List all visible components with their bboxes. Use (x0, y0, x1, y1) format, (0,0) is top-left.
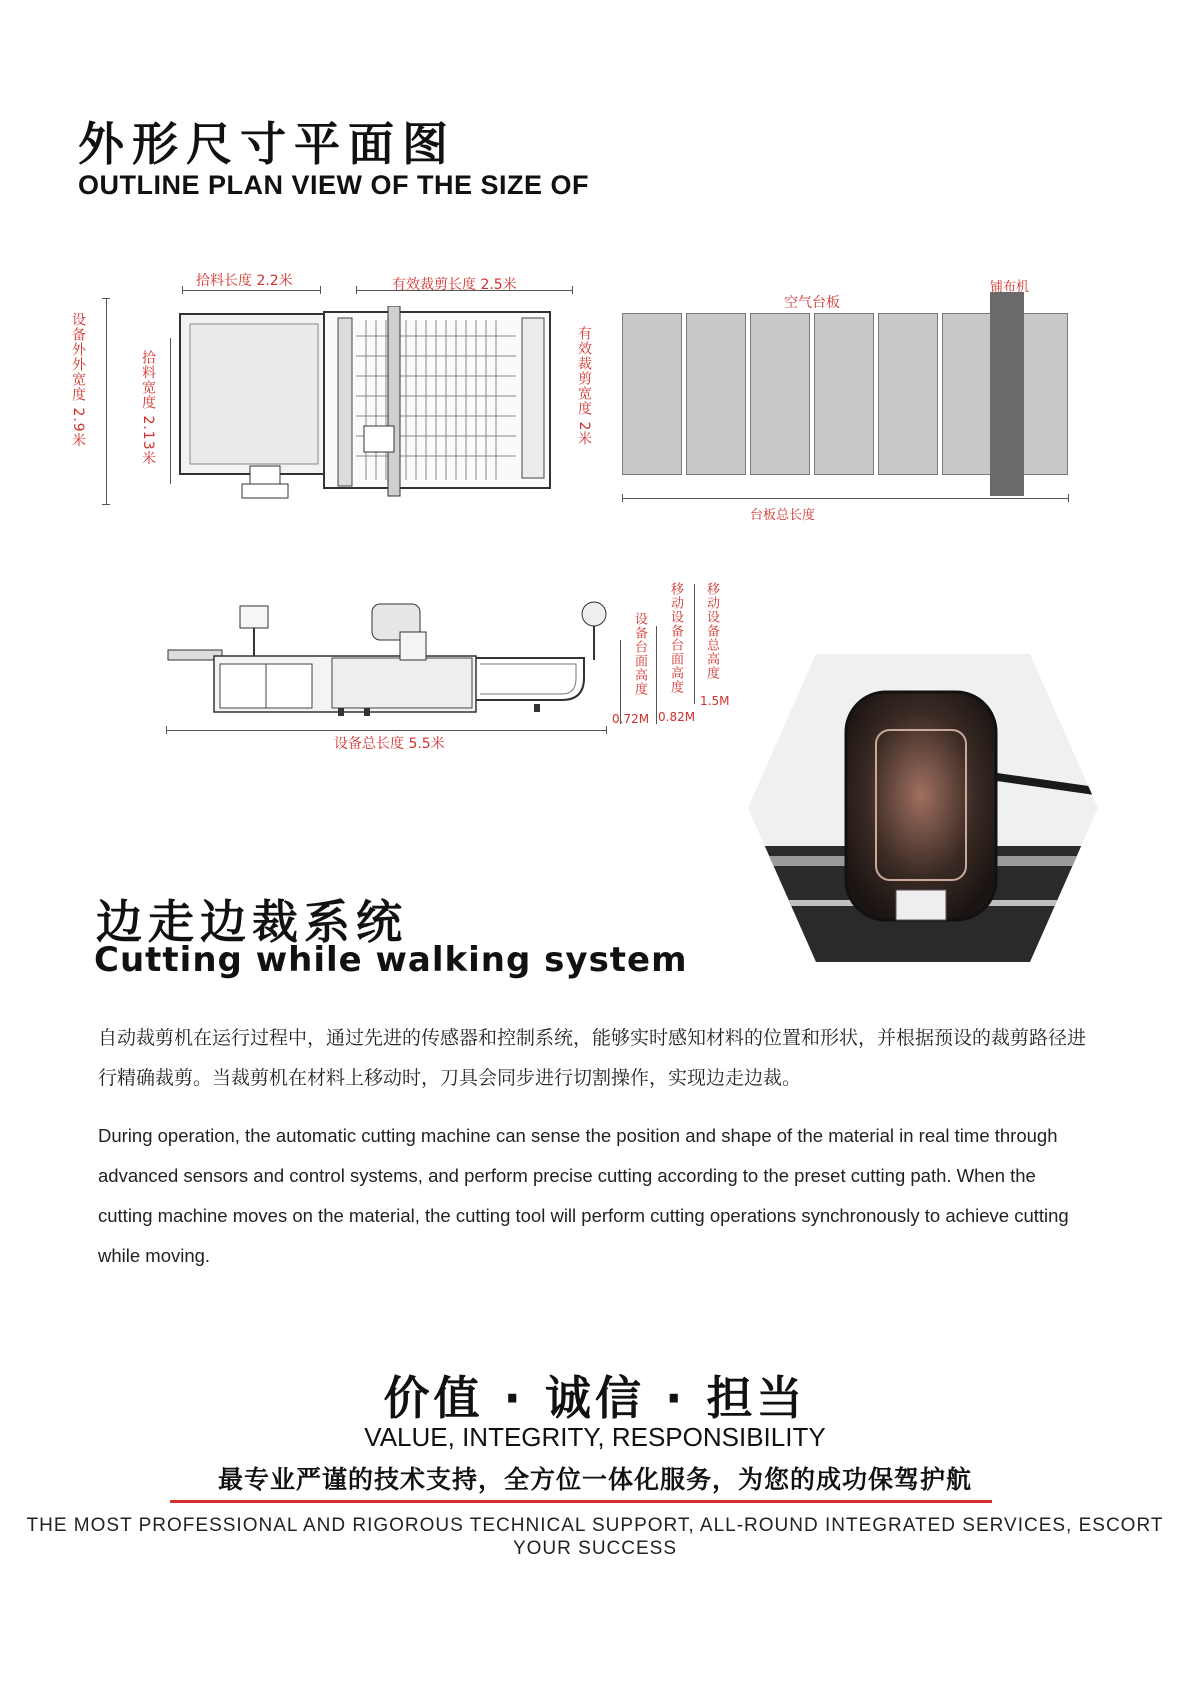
loading-length-label: 拾料长度 2.2米 (196, 273, 293, 289)
description-cn: 自动裁剪机在运行过程中，通过先进的传感器和控制系统，能够实时感知材料的位置和形状，并根据预设的裁剪路径进行精确裁剪。当裁剪机在材料上移动时，刀具会同步进行切割操作，实现边走边裁。 (98, 1027, 1087, 1089)
table-total-length-label: 台板总长度 (750, 508, 816, 523)
machine-top-view (176, 306, 576, 506)
description-en: During operation, the automatic cutting machine can sense the position and shape of the material in real time through advanced sensors and control systems, and perform precise cutting according to the preset cutting path. When the cutting machine moves on the material, the cutting tool will perform cutting operations synchronously to achieve cutting while moving. (98, 1125, 1069, 1266)
air-table-panel (814, 313, 874, 475)
machine-side-view (164, 596, 624, 726)
section-title-en: Cutting while walking system (94, 940, 688, 980)
air-table-panel (750, 313, 810, 475)
page-title-cn: 外形尺寸平面图 (78, 117, 456, 171)
spreader-label: 铺布机 (990, 280, 1030, 295)
dim-tick (606, 726, 607, 734)
dim-tick (182, 286, 183, 294)
air-table-panel (878, 313, 938, 475)
outer-width-label: 设备外外宽度 2.9米 (70, 312, 86, 448)
mobile-total-height-label: 移动设备总高度 (704, 582, 719, 680)
dim-tick (102, 504, 110, 505)
slogan-en: VALUE, INTEGRITY, RESPONSIBILITY (364, 1422, 826, 1452)
mobile-table-height-dim-line (656, 626, 657, 724)
dim-tick (166, 726, 167, 734)
cutting-length-label: 有效裁剪长度 2.5米 (392, 277, 517, 293)
mobile-total-height-value: 1.5M (700, 694, 730, 708)
dim-tick (102, 298, 110, 299)
outer-width-dim-line (106, 298, 107, 504)
slogan-cn: 价值 · 诚信 · 担当 (383, 1371, 807, 1425)
table-total-length-dim-line (622, 498, 1068, 499)
total-length-label: 设备总长度 5.5米 (334, 736, 445, 752)
mobile-table-height-label: 移动设备台面高度 (668, 582, 683, 694)
dim-tick (572, 286, 573, 294)
section-title-cn: 边走边裁系统 (96, 895, 408, 949)
table-height-value: 0.72M (612, 712, 650, 726)
table-height-label: 设备台面高度 (632, 612, 647, 696)
cutting-width-label: 有效裁剪宽度 2米 (576, 326, 592, 447)
mobile-table-height-value: 0.82M (658, 710, 696, 724)
dim-tick (356, 286, 357, 294)
support-statement-cn: 最专业严谨的技术支持，全方位一体化服务，为您的成功保驾护航 (217, 1465, 972, 1494)
spreader-block (990, 292, 1024, 496)
total-length-dim-line (166, 730, 606, 731)
loading-length-dim-line (182, 290, 320, 291)
air-table-panel (622, 313, 682, 475)
support-statement-en: THE MOST PROFESSIONAL AND RIGOROUS TECHNICAL SUPPORT, ALL-ROUND INTEGRATED SERVICES, ESCORT YOUR SUCCESS (26, 1515, 1164, 1559)
mobile-total-height-dim-line (694, 584, 695, 704)
loading-width-label: 拾料宽度 2.13米 (140, 350, 156, 466)
loading-width-dim-line (170, 338, 171, 484)
cutting-head-photo (746, 650, 1102, 966)
air-table-label: 空气台板 (784, 295, 840, 311)
dim-tick (1068, 494, 1069, 502)
divider-line (170, 1500, 992, 1503)
air-table-panel (686, 313, 746, 475)
dim-tick (320, 286, 321, 294)
page-title-en: OUTLINE PLAN VIEW OF THE SIZE OF (78, 170, 590, 200)
dim-tick (622, 494, 623, 502)
